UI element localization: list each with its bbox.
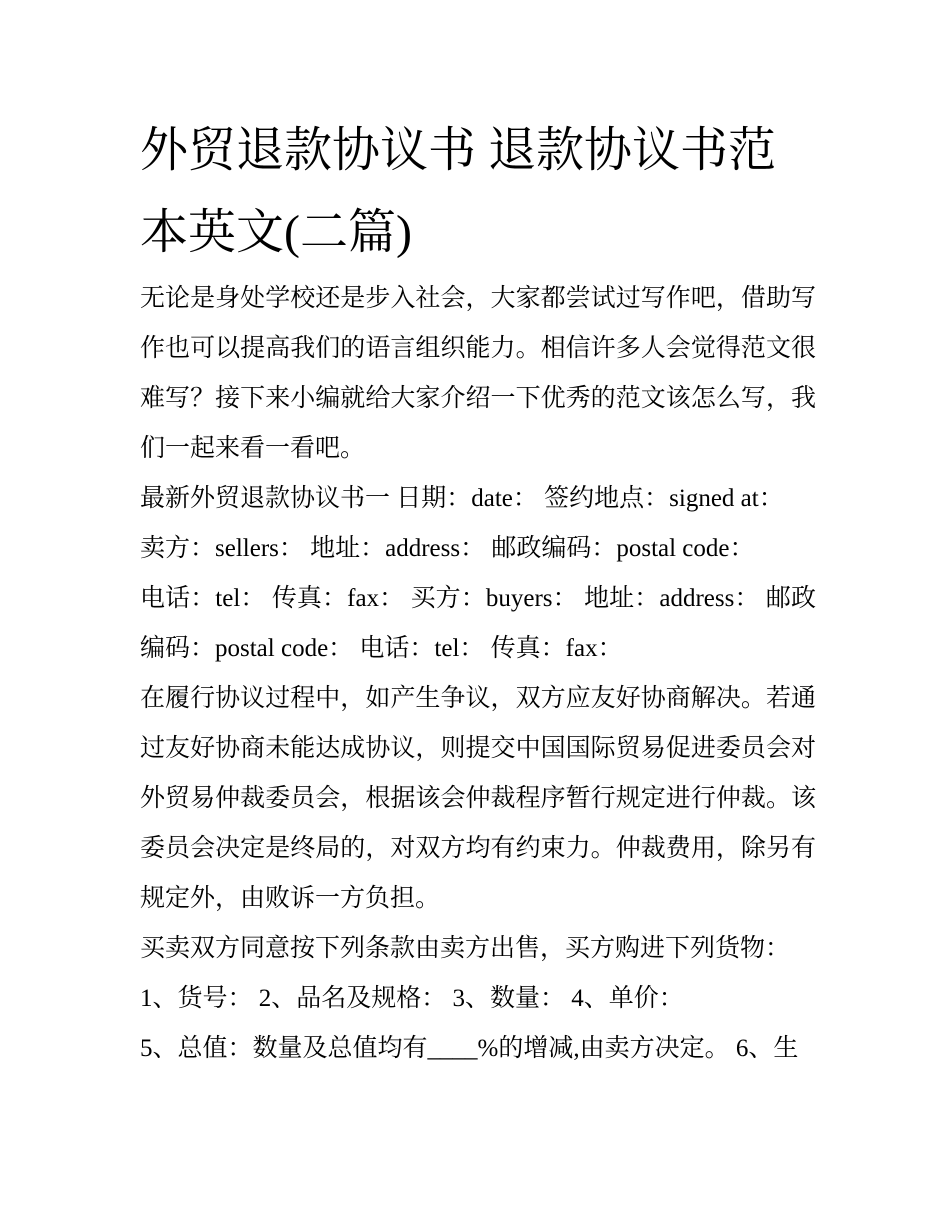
paragraph-item-fields: 1、货号： 2、品名及规格： 3、数量： 4、单价：	[140, 985, 684, 1012]
document-content	[140, 110, 816, 1074]
paragraph-intro: 无论是身处学校还是步入社会，大家都尝试过写作吧，借助写作也可以提高我们的语言组织能力。相信许多人会觉得范文很难写？接下来小编就给大家介绍一下优秀的范文该怎么写，我们一起来看一看吧。	[140, 285, 816, 462]
paragraph-date-line: 最新外贸退款协议书一 日期：date： 签约地点：signed at：	[140, 485, 784, 512]
paragraph-arbitration: 在履行协议过程中，如产生争议，双方应友好协商解决。若通过友好协商未能达成协议，则提交中国国际贸易促进委员会对外贸易仲裁委员会，根据该会仲裁程序暂行规定进行仲裁。该委员会决定是终局的，对双方均有约束力。仲裁费用，除另有规定外，由败诉一方负担。	[140, 685, 816, 912]
document-title: 外贸退款协议书 退款协议书范本英文(二篇)	[140, 124, 777, 259]
paragraph-seller-line: 卖方：sellers： 地址：address： 邮政编码：postal code：	[140, 535, 755, 562]
paragraph-total-value: 5、总值：数量及总值均有____%的增减,由卖方决定。 6、生	[140, 1035, 799, 1062]
paragraph-contact-line: 电话：tel： 传真：fax： 买方：buyers： 地址：address： 邮政编码：postal code： 电话：tel： 传真：fax：	[140, 585, 816, 662]
paragraph-goods-intro: 买卖双方同意按下列条款由卖方出售，买方购进下列货物：	[140, 935, 791, 962]
